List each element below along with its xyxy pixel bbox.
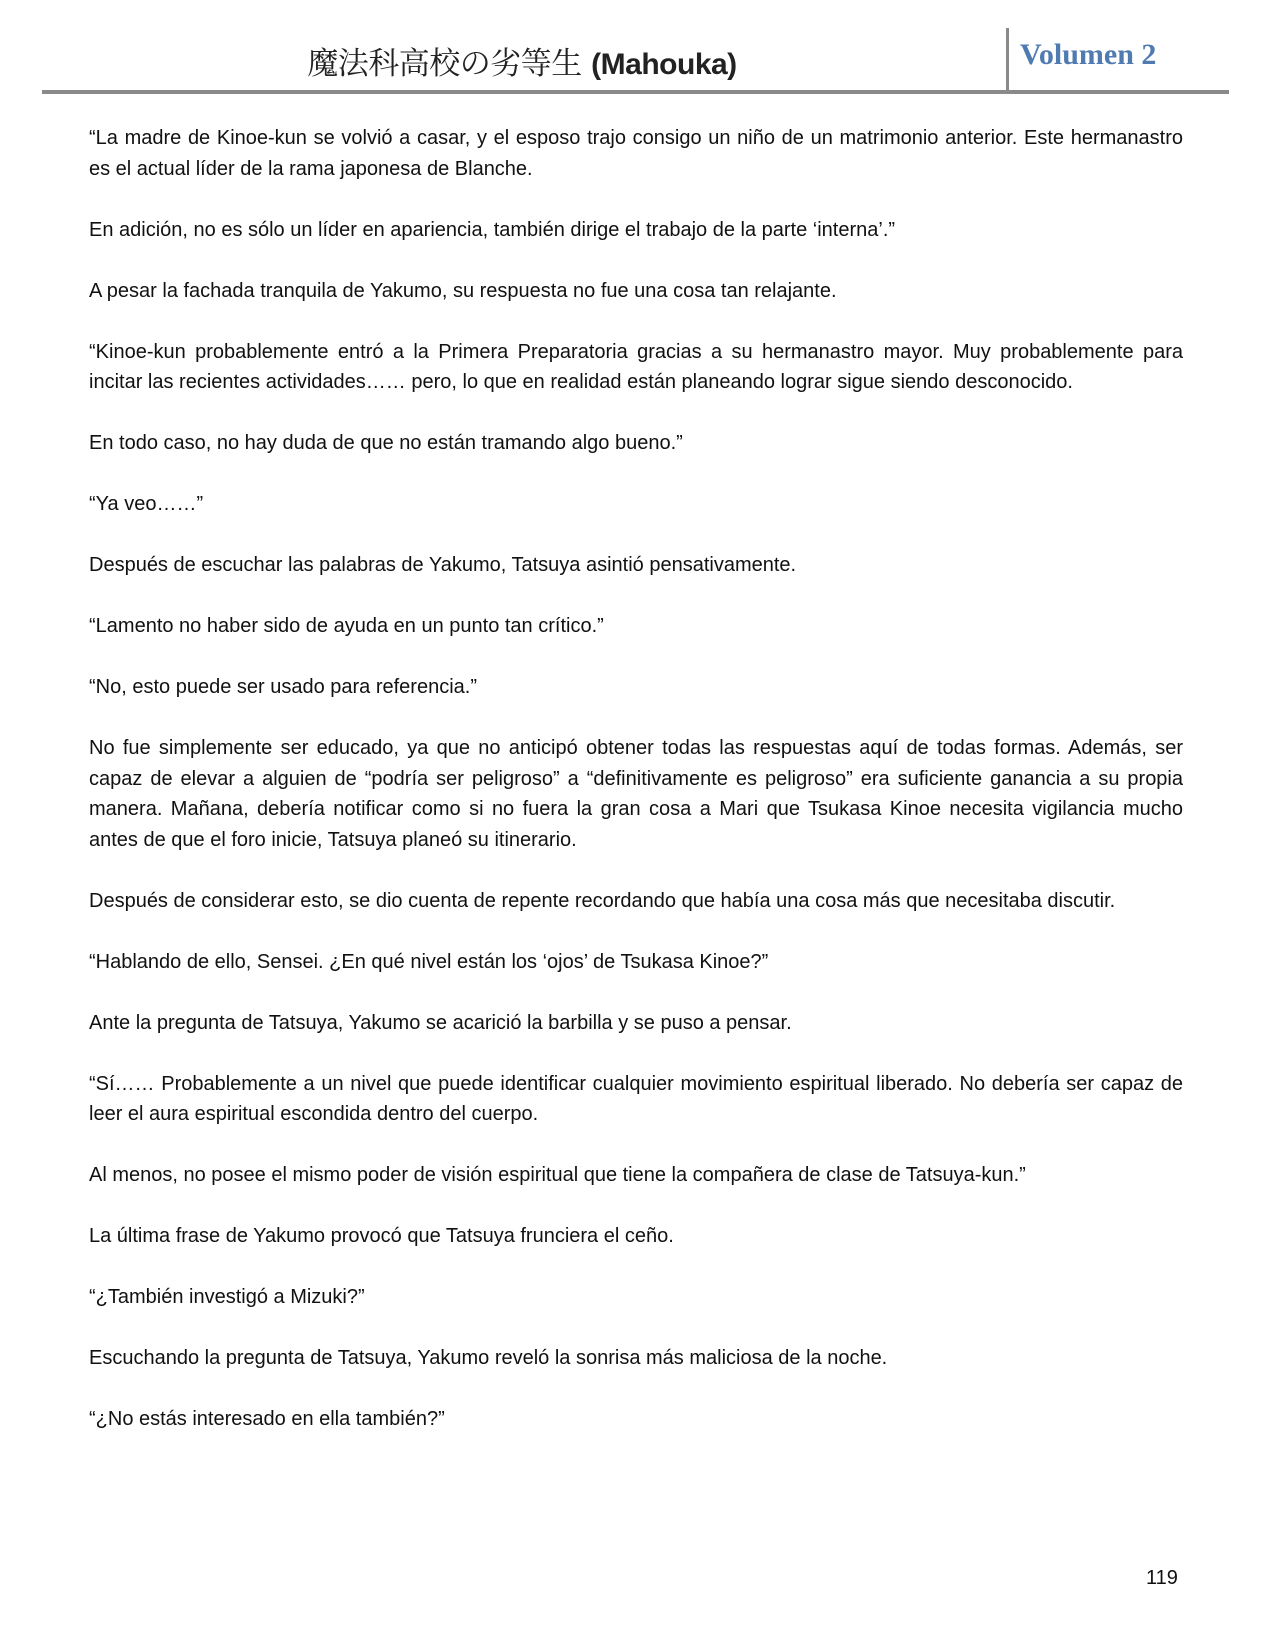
paragraph: En todo caso, no hay duda de que no están tramando algo bueno.” bbox=[89, 432, 683, 454]
paragraph: “Sí…… Probablemente a un nivel que puede identificar cualquier movimiento espiritual liberado. No debería ser capaz de leer el aura espiritual escondida dentro del cuerpo. bbox=[89, 1072, 1183, 1125]
paragraph: Escuchando la pregunta de Tatsuya, Yakumo reveló la sonrisa más maliciosa de la noche. bbox=[89, 1347, 888, 1369]
paragraph: “La madre de Kinoe-kun se volvió a casar, y el esposo trajo consigo un niño de un matrimonio anterior. Este hermanastro es el actual líder de la rama japonesa de Blanche. bbox=[89, 127, 1183, 180]
paragraph: “Hablando de ello, Sensei. ¿En qué nivel están los ‘ojos’ de Tsukasa Kinoe?” bbox=[89, 950, 769, 973]
paragraph: La última frase de Yakumo provocó que Tatsuya frunciera el ceño. bbox=[89, 1225, 674, 1247]
paragraph: Después de escuchar las palabras de Yakumo, Tatsuya asintió pensativamente. bbox=[89, 554, 797, 576]
paragraph: Ante la pregunta de Tatsuya, Yakumo se acarició la barbilla y se puso a pensar. bbox=[89, 1011, 792, 1034]
paragraph: “Ya veo……” bbox=[89, 493, 204, 515]
page-body bbox=[89, 123, 1183, 1465]
paragraph: Al menos, no posee el mismo poder de visión espiritual que tiene la compañera de clase de Tatsuya-kun.” bbox=[89, 1164, 1026, 1186]
paragraph: En adición, no es sólo un líder en apariencia, también dirige el trabajo de la parte ‘interna’.” bbox=[89, 218, 896, 241]
page-number: 119 bbox=[1146, 1567, 1178, 1589]
paragraph: “Kinoe-kun probablemente entró a la Primera Preparatoria gracias a su hermanastro mayor. Muy probablemente para incitar las recientes actividades…… pero, lo que en realidad están planeando lograr sigue siendo desconocido. bbox=[89, 340, 1183, 393]
volume-label: Volumen 2 bbox=[1020, 38, 1157, 71]
paragraph: No fue simplemente ser educado, ya que no anticipó obtener todas las respuestas aquí de todas formas. Además, ser capaz de elevar a alguien de “podría ser peligroso” a “definitivamente es peligroso” era suficiente ganancia a su propia manera. Mañana, debería notificar como si no fuera la gran cosa a Mari que Tsukasa Kinoe necesita vigilancia mucho antes de que el foro inicie, Tatsuya planeó su itinerario. bbox=[89, 737, 1183, 851]
page-header bbox=[42, 28, 1229, 92]
paragraph: “¿También investigó a Mizuki?” bbox=[89, 1286, 365, 1308]
paragraph: A pesar la fachada tranquila de Yakumo, su respuesta no fue una cosa tan relajante. bbox=[89, 279, 837, 302]
book-title bbox=[42, 38, 1002, 83]
paragraph: Después de considerar esto, se dio cuenta de repente recordando que había una cosa más que necesitaba discutir. bbox=[89, 889, 1116, 912]
header-rule bbox=[42, 90, 1229, 94]
book-title-japanese: 魔法科高校の劣等生 bbox=[307, 46, 592, 82]
paragraph: “No, esto puede ser usado para referencia.” bbox=[89, 676, 477, 698]
paragraph: “¿No estás interesado en ella también?” bbox=[89, 1408, 445, 1430]
book-title-latin: (Mahouka) bbox=[591, 48, 737, 81]
paragraph: “Lamento no haber sido de ayuda en un punto tan crítico.” bbox=[89, 615, 604, 637]
header-separator bbox=[1006, 28, 1009, 94]
